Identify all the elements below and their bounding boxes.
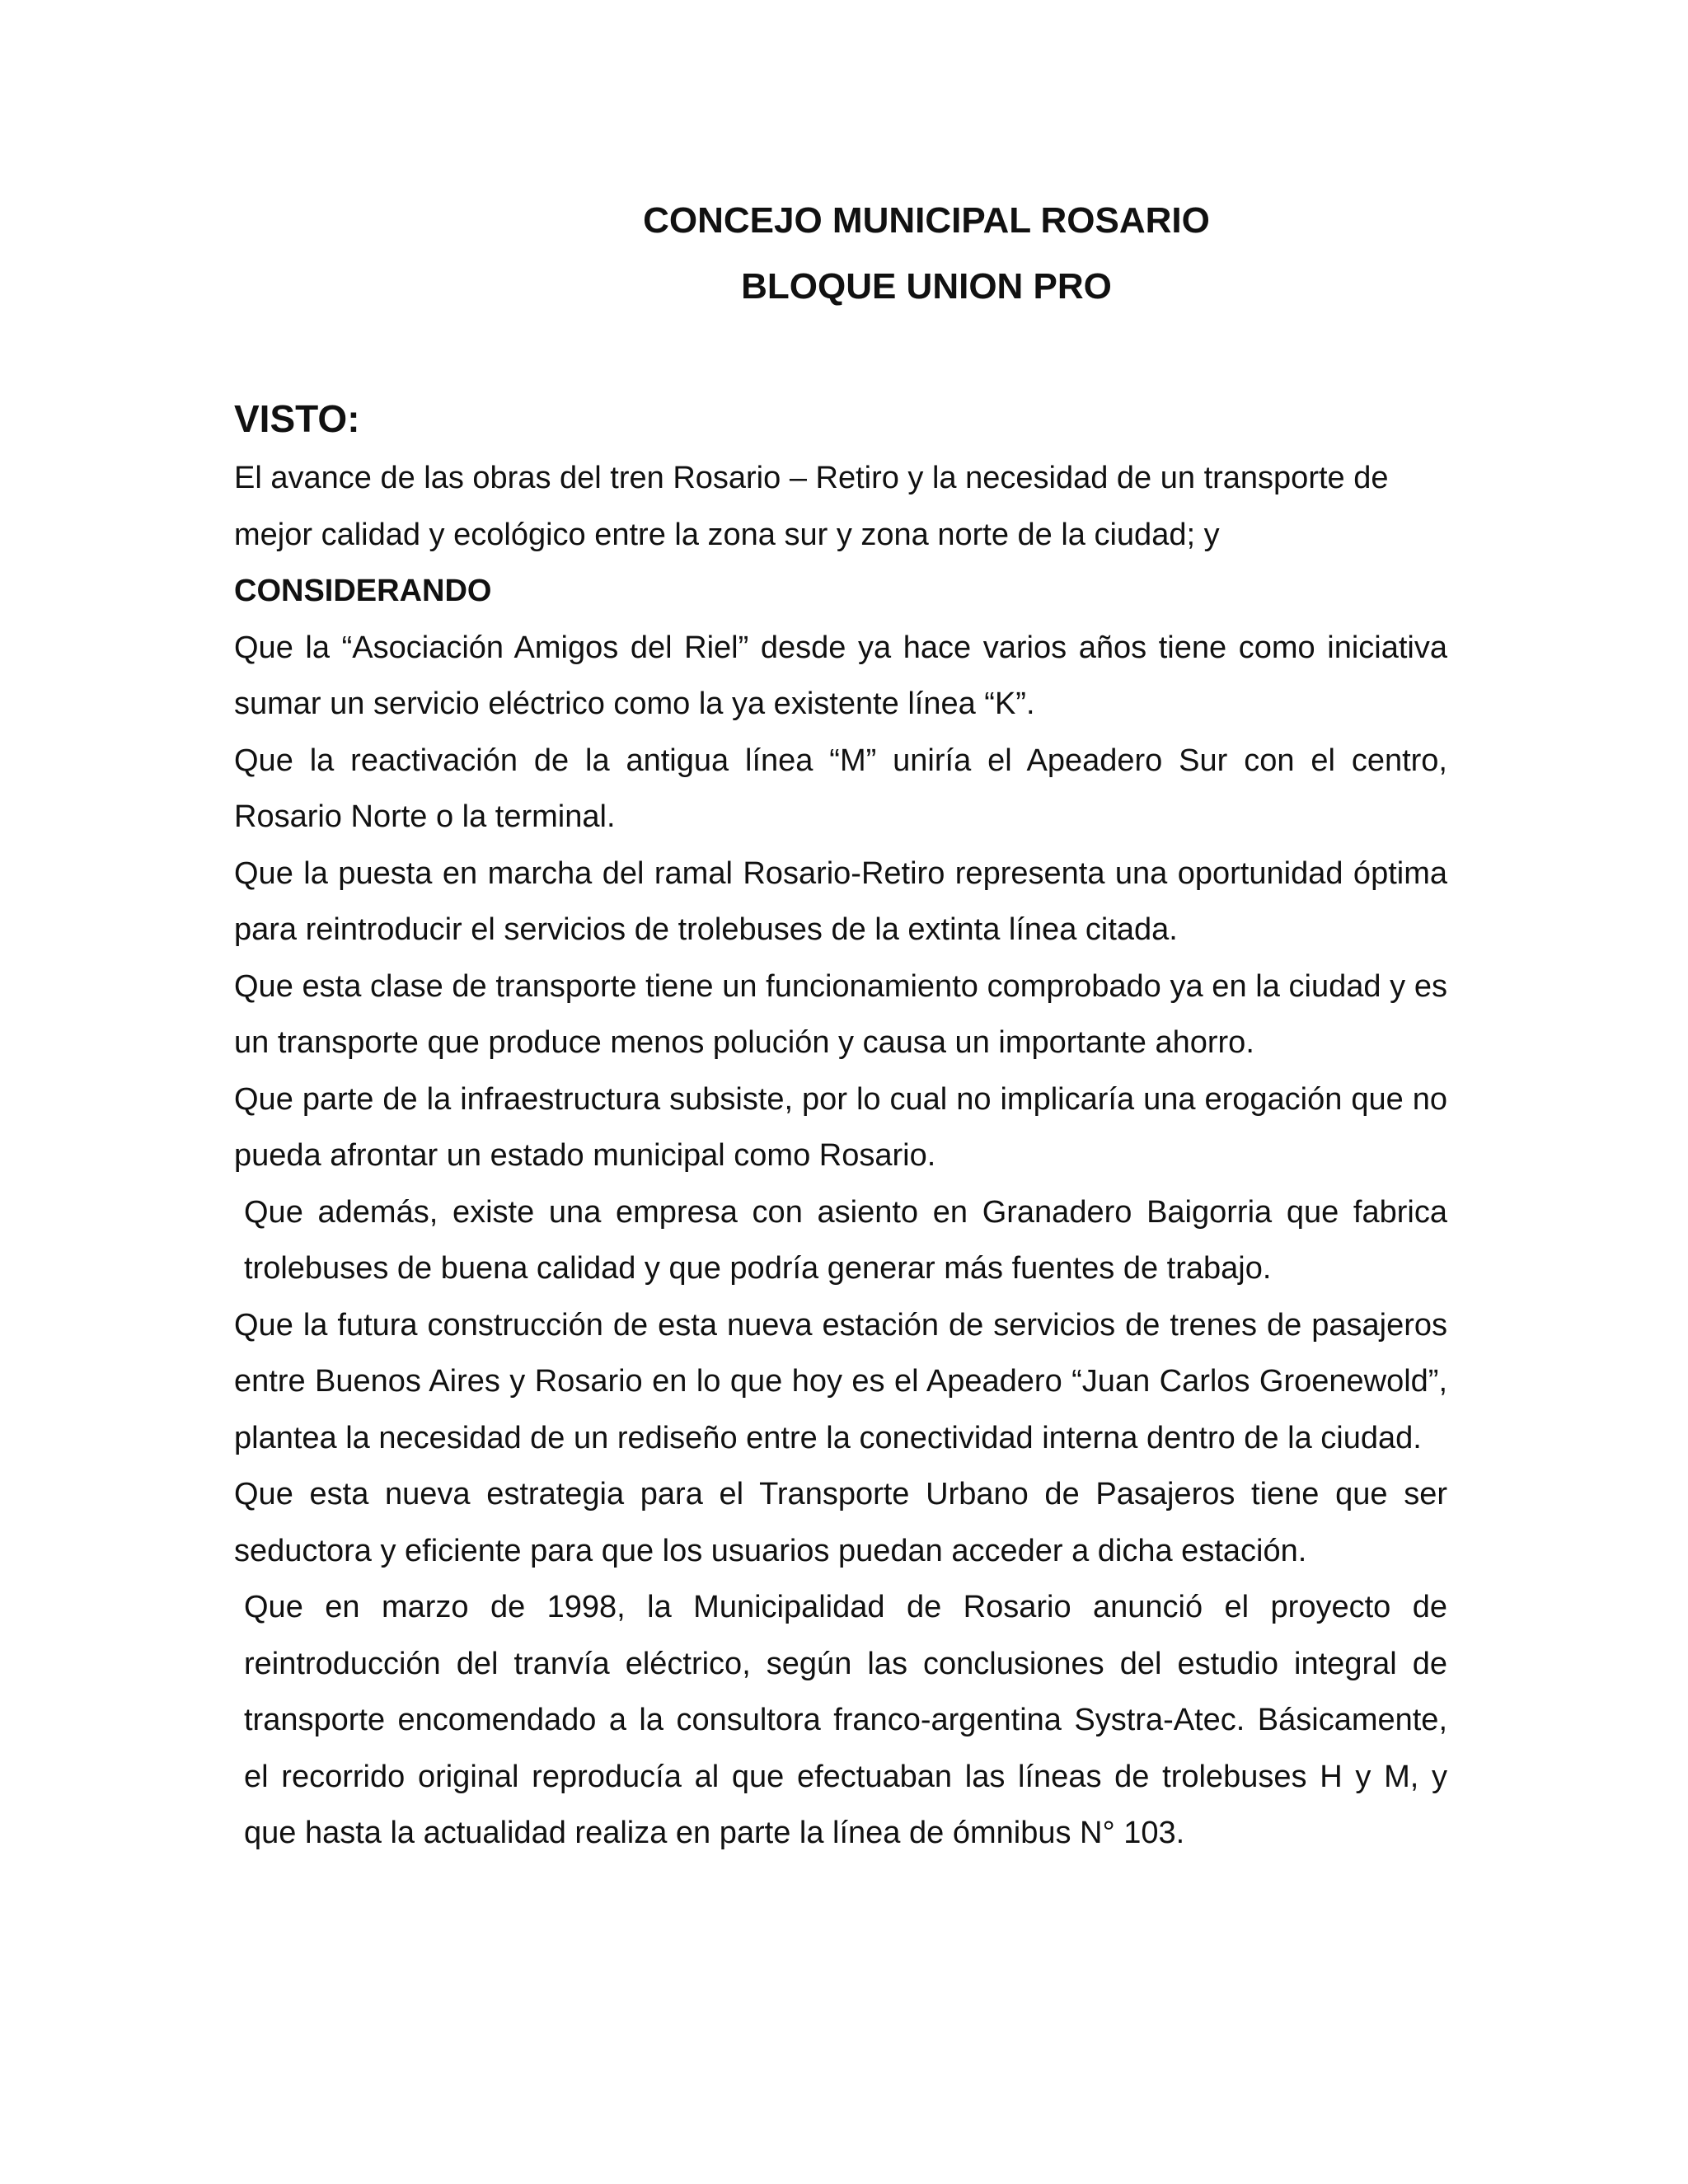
bloc-title: BLOQUE UNION PRO [741, 266, 1112, 307]
considerando-paragraph-5: Que parte de la infraestructura subsiste, por lo cual no implicaría una erogación que no pueda afrontar un estado municipal como Rosario. [234, 1081, 1447, 1173]
considerando-paragraph-1: Que la “Asociación Amigos del Riel” desde ya hace varios años tiene como iniciativa sumar un servicio eléctrico como la ya existente línea “K”. [234, 630, 1447, 721]
visto-paragraph: El avance de las obras del tren Rosario – Retiro y la necesidad de un transporte de mejor calidad y ecológico entre la zona sur y zona norte de la ciudad; y [234, 461, 1389, 552]
considerando-paragraph-3: Que la puesta en marcha del ramal Rosario-Retiro representa una oportunidad óptima para reintroducir el servicios de trolebuses de la extinta línea citada. [234, 855, 1447, 947]
visto-heading: VISTO: [234, 397, 360, 440]
considerando-paragraph-6: Que además, existe una empresa con asiento en Granadero Baigorria que fabrica trolebuses de buena calidad y que podría generar más fuentes de trabajo. [244, 1194, 1447, 1286]
considerando-paragraph-8: Que esta nueva estrategia para el Transporte Urbano de Pasajeros tiene que ser seductora y eficiente para que los usuarios puedan acceder a dicha estación. [234, 1477, 1447, 1568]
considerando-paragraph-7: Que la futura construcción de esta nueva estación de servicios de trenes de pasajeros entre Buenos Aires y Rosario en lo que hoy es el Apeadero “Juan Carlos Groenewold”, plantea la necesidad de un rediseño entre la conectividad interna dentro de la ciudad. [234, 1307, 1447, 1455]
document-body [234, 391, 1447, 1862]
document-header [0, 188, 1688, 320]
considerando-paragraph-4: Que esta clase de transporte tiene un funcionamiento comprobado ya en la ciudad y es un transporte que produce menos polución y causa un importante ahorro. [234, 968, 1447, 1060]
council-title: CONCEJO MUNICIPAL ROSARIO [643, 200, 1210, 241]
considerando-paragraph-2: Que la reactivación de la antigua línea “M” uniría el Apeadero Sur con el centro, Rosario Norte o la terminal. [234, 743, 1447, 834]
considerando-heading: CONSIDERANDO [234, 574, 492, 608]
considerando-paragraph-9: Que en marzo de 1998, la Municipalidad de Rosario anunció el proyecto de reintroducción del tranvía eléctrico, según las conclusiones del estudio integral de transporte encomendado a la consultora franco-argentina Systra-Atec. Básicamente, el recorrido original reproducía al que efectuaban las líneas de trolebuses H y M, y que hasta la actualidad realiza en parte la línea de ómnibus N° 103. [244, 1590, 1447, 1850]
